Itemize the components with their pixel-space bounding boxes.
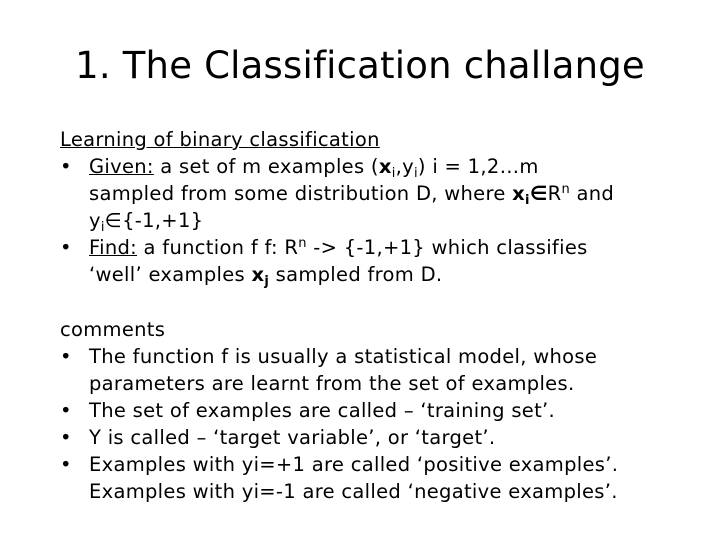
find-line2-end: sampled from D.	[269, 263, 443, 286]
given-text-2: ) i = 1,2…m	[417, 155, 539, 178]
find-label: Find:	[89, 236, 138, 259]
comment-4-continuation: Examples with yi=-1 are called ‘negative examples’.	[89, 480, 618, 503]
comment-bullet-3	[60, 424, 700, 451]
find-text-2: -> {-1,+1} which classifies	[306, 236, 588, 259]
bullet-dot: •	[60, 426, 72, 449]
reals-symbol: R	[547, 182, 562, 205]
comment-bullet-1	[60, 343, 700, 370]
given-comma-y: ,y	[395, 155, 414, 178]
x-symbol: x	[378, 155, 392, 178]
find-line2-text: ‘well’ examples	[89, 263, 252, 286]
bullet-dot: •	[60, 236, 72, 259]
subscript-i: i	[414, 166, 418, 181]
comment-1-line-1: The function f is usually a statistical model, whose	[89, 345, 598, 368]
find-continuation	[60, 261, 700, 288]
y-symbol: y	[89, 209, 101, 232]
given-label: Given:	[89, 155, 154, 178]
superscript-n: n	[298, 236, 307, 251]
element-of-symbol: ∈	[104, 209, 123, 232]
given-text-1: a set of m examples (	[153, 155, 379, 178]
subscript-i: i	[525, 193, 530, 208]
subscript-i: i	[100, 220, 105, 235]
bullet-dot: •	[60, 399, 72, 422]
bullet-dot: •	[60, 453, 72, 476]
comment-2-text: The set of examples are called – ‘training set’.	[89, 399, 556, 422]
subscript-i: i	[391, 166, 396, 181]
find-text-1: a function f f: R	[137, 236, 299, 259]
superscript-n: n	[561, 182, 571, 197]
slide-title: 1. The Classification challange	[75, 44, 645, 87]
given-continuation-2	[60, 207, 700, 234]
given-line2-text: sampled from some distribution D, where	[89, 182, 513, 205]
comment-bullet-2	[60, 397, 700, 424]
comment-4-line-1: Examples with yi=+1 are called ‘positive examples’.	[89, 453, 619, 476]
given-continuation-1	[60, 180, 700, 207]
label-set: {-1,+1}	[122, 209, 204, 232]
slide-body	[60, 126, 700, 505]
x-symbol: x	[512, 182, 526, 205]
given-and: and	[570, 182, 615, 205]
bullet-given	[60, 153, 700, 180]
element-of-symbol: ∈	[529, 182, 548, 205]
comment-3-text: Y is called – ‘target variable’, or ‘target’.	[89, 426, 496, 449]
section-heading-learning: Learning of binary classification	[60, 128, 380, 151]
bullet-find	[60, 234, 700, 261]
bullet-dot: •	[60, 155, 72, 178]
comment-bullet-4	[60, 451, 700, 478]
comment-1-continuation: parameters are learnt from the set of examples.	[89, 372, 575, 395]
spacer	[60, 288, 700, 316]
x-symbol: x	[251, 263, 265, 286]
section-heading-comments: comments	[60, 318, 166, 341]
bullet-dot: •	[60, 345, 72, 368]
subscript-j: j	[264, 274, 270, 289]
